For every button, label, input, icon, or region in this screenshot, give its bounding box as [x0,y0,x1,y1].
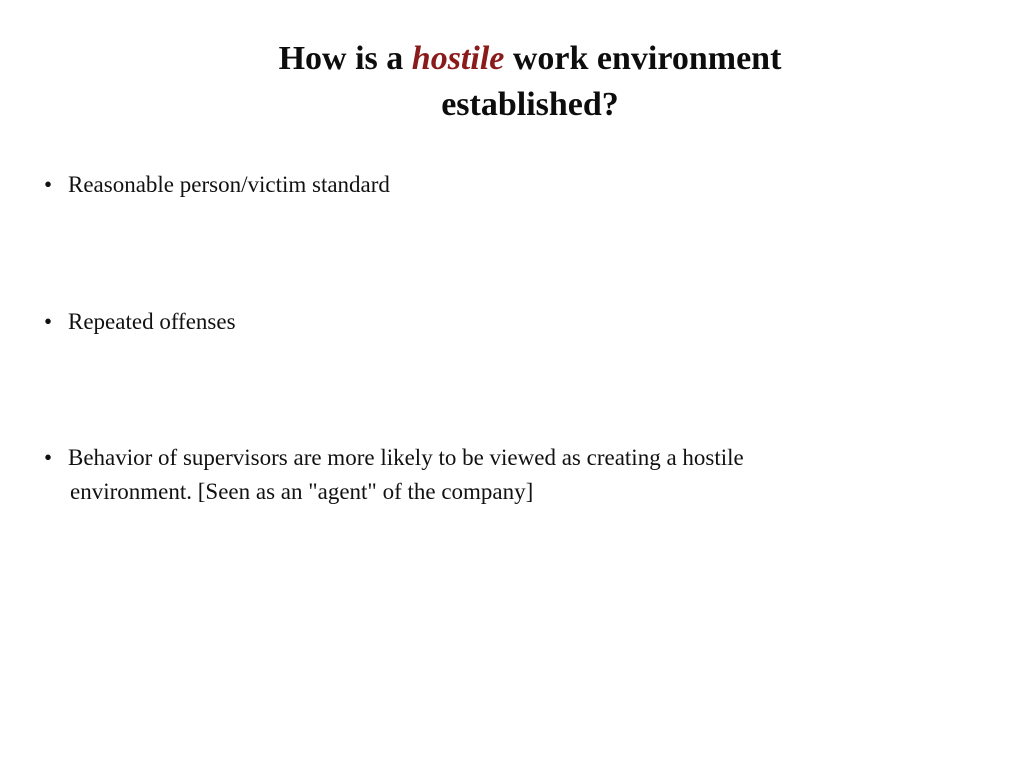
bullet-dot-icon: • [44,172,53,197]
title-prefix: How is a [278,40,412,77]
bullet-dot-icon: • [44,309,53,334]
bullet-text-line1: Behavior of supervisors are more likely to be viewed as creating a hostile [68,445,744,470]
title-line2: established? [441,86,619,123]
bullet-dot-icon: • [44,445,53,470]
bullet-item [44,441,944,509]
title-suffix: work environment [504,40,782,77]
title-emphasis: hostile [411,40,505,77]
bullet-item [44,168,390,202]
bullet-text: Reasonable person/victim standard [68,172,390,197]
bullet-text: Repeated offenses [68,309,236,334]
bullet-item [44,305,236,339]
bullet-text-line2: environment. [Seen as an "agent" of the company] [70,479,534,504]
slide-title [180,36,880,128]
